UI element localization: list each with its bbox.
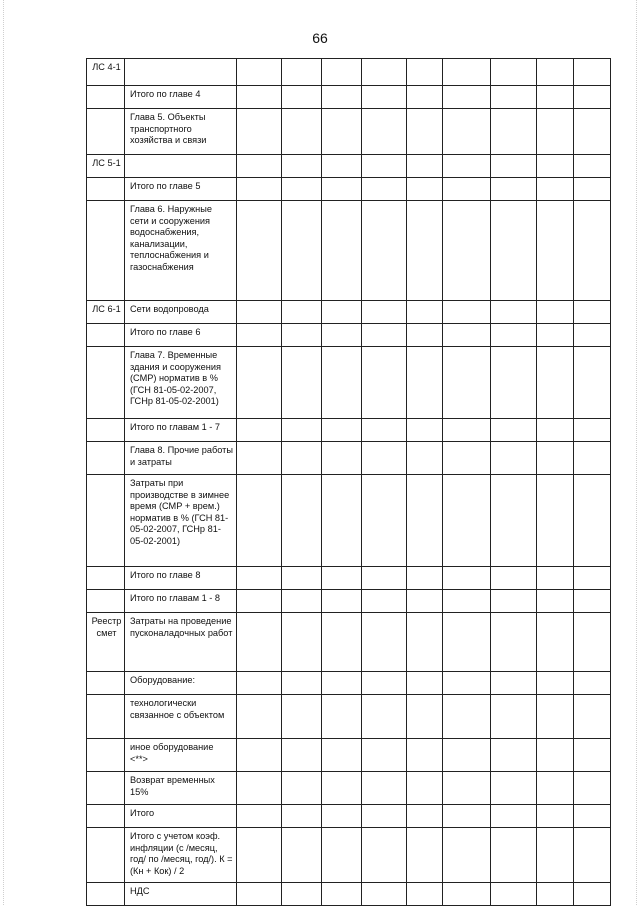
empty-value-cell — [407, 590, 443, 613]
row-code-cell — [87, 805, 125, 828]
page-number: 66 — [312, 30, 328, 46]
empty-value-cell — [237, 178, 282, 201]
empty-value-cell — [237, 59, 282, 86]
empty-value-cell — [362, 59, 407, 86]
empty-value-cell — [237, 883, 282, 906]
table-row — [87, 86, 611, 109]
empty-value-cell — [237, 590, 282, 613]
empty-value-cell — [537, 672, 574, 695]
empty-value-cell — [574, 739, 611, 772]
empty-value-cell — [491, 59, 537, 86]
table-row — [87, 567, 611, 590]
row-name-cell: Итого с учетом коэф. инфляции (с /месяц, год/ по /месяц, год/). К = (Кн + Кок) / 2 — [125, 828, 237, 883]
empty-value-cell — [574, 178, 611, 201]
table-row — [87, 805, 611, 828]
table-row — [87, 419, 611, 442]
empty-value-cell — [237, 301, 282, 324]
empty-value-cell — [362, 883, 407, 906]
empty-value-cell — [322, 672, 362, 695]
empty-value-cell — [491, 613, 537, 672]
empty-value-cell — [491, 201, 537, 301]
empty-value-cell — [491, 739, 537, 772]
empty-value-cell — [407, 672, 443, 695]
empty-value-cell — [574, 201, 611, 301]
empty-value-cell — [362, 828, 407, 883]
empty-value-cell — [491, 324, 537, 347]
empty-value-cell — [574, 567, 611, 590]
empty-value-cell — [282, 442, 322, 475]
estimate-table-body — [87, 59, 611, 906]
empty-value-cell — [322, 155, 362, 178]
empty-value-cell — [237, 828, 282, 883]
empty-value-cell — [282, 828, 322, 883]
empty-value-cell — [322, 109, 362, 155]
empty-value-cell — [537, 324, 574, 347]
table-row — [87, 828, 611, 883]
table-row — [87, 301, 611, 324]
empty-value-cell — [322, 347, 362, 419]
empty-value-cell — [407, 155, 443, 178]
empty-value-cell — [362, 567, 407, 590]
row-name-cell: Глава 7. Временные здания и сооружения (СМР) норматив в % (ГСН 81-05-02-2007, ГСНр 81-05-02-2001) — [125, 347, 237, 419]
empty-value-cell — [362, 590, 407, 613]
empty-value-cell — [282, 695, 322, 739]
empty-value-cell — [362, 419, 407, 442]
empty-value-cell — [322, 301, 362, 324]
empty-value-cell — [282, 883, 322, 906]
empty-value-cell — [282, 672, 322, 695]
empty-value-cell — [407, 805, 443, 828]
empty-value-cell — [362, 613, 407, 672]
empty-value-cell — [574, 324, 611, 347]
empty-value-cell — [443, 301, 491, 324]
row-name-cell: Глава 5. Объекты транспортного хозяйства и связи — [125, 109, 237, 155]
empty-value-cell — [443, 86, 491, 109]
row-code-cell — [87, 695, 125, 739]
row-code-cell — [87, 828, 125, 883]
empty-value-cell — [443, 442, 491, 475]
row-code-cell — [87, 442, 125, 475]
empty-value-cell — [443, 109, 491, 155]
empty-value-cell — [322, 590, 362, 613]
empty-value-cell — [237, 739, 282, 772]
empty-value-cell — [443, 590, 491, 613]
empty-value-cell — [322, 59, 362, 86]
left-margin-dots — [3, 0, 5, 905]
empty-value-cell — [537, 201, 574, 301]
row-name-cell: Итого по главам 1 - 7 — [125, 419, 237, 442]
empty-value-cell — [282, 301, 322, 324]
table-row — [87, 155, 611, 178]
row-name-cell: Итого по главе 4 — [125, 86, 237, 109]
empty-value-cell — [407, 178, 443, 201]
empty-value-cell — [282, 324, 322, 347]
empty-value-cell — [407, 772, 443, 805]
empty-value-cell — [537, 347, 574, 419]
empty-value-cell — [407, 419, 443, 442]
empty-value-cell — [491, 178, 537, 201]
empty-value-cell — [537, 86, 574, 109]
row-code-cell — [87, 201, 125, 301]
empty-value-cell — [282, 178, 322, 201]
empty-value-cell — [407, 301, 443, 324]
empty-value-cell — [491, 109, 537, 155]
table-row — [87, 772, 611, 805]
empty-value-cell — [322, 442, 362, 475]
empty-value-cell — [537, 883, 574, 906]
empty-value-cell — [237, 672, 282, 695]
empty-value-cell — [574, 419, 611, 442]
empty-value-cell — [237, 567, 282, 590]
empty-value-cell — [574, 155, 611, 178]
empty-value-cell — [282, 155, 322, 178]
empty-value-cell — [282, 59, 322, 86]
empty-value-cell — [362, 475, 407, 567]
empty-value-cell — [237, 109, 282, 155]
row-code-cell — [87, 419, 125, 442]
row-name-cell: Итого по главе 6 — [125, 324, 237, 347]
estimate-table-wrap — [86, 58, 610, 896]
empty-value-cell — [362, 739, 407, 772]
empty-value-cell — [322, 475, 362, 567]
empty-value-cell — [362, 672, 407, 695]
empty-value-cell — [407, 695, 443, 739]
empty-value-cell — [407, 59, 443, 86]
row-code-cell — [87, 109, 125, 155]
row-code-cell — [87, 567, 125, 590]
empty-value-cell — [407, 613, 443, 672]
empty-value-cell — [537, 301, 574, 324]
empty-value-cell — [237, 201, 282, 301]
empty-value-cell — [537, 567, 574, 590]
empty-value-cell — [491, 695, 537, 739]
empty-value-cell — [362, 772, 407, 805]
empty-value-cell — [443, 739, 491, 772]
empty-value-cell — [407, 347, 443, 419]
empty-value-cell — [322, 805, 362, 828]
empty-value-cell — [443, 419, 491, 442]
empty-value-cell — [407, 475, 443, 567]
empty-value-cell — [574, 86, 611, 109]
table-row — [87, 883, 611, 906]
row-code-cell — [87, 178, 125, 201]
row-name-cell: Затраты при производстве в зимнее время (СМР + врем.) норматив в % (ГСН 81-05-02-2007, ГСНр 81-05-02-2001) — [125, 475, 237, 567]
empty-value-cell — [407, 828, 443, 883]
table-row — [87, 695, 611, 739]
empty-value-cell — [443, 672, 491, 695]
empty-value-cell — [491, 86, 537, 109]
empty-value-cell — [407, 739, 443, 772]
empty-value-cell — [537, 739, 574, 772]
empty-value-cell — [237, 347, 282, 419]
empty-value-cell — [407, 324, 443, 347]
empty-value-cell — [322, 613, 362, 672]
table-row — [87, 178, 611, 201]
empty-value-cell — [282, 739, 322, 772]
empty-value-cell — [362, 109, 407, 155]
table-row — [87, 672, 611, 695]
row-name-cell — [125, 155, 237, 178]
row-name-cell: технологически связанное с объектом — [125, 695, 237, 739]
empty-value-cell — [237, 419, 282, 442]
row-name-cell: Сети водопровода — [125, 301, 237, 324]
empty-value-cell — [491, 301, 537, 324]
empty-value-cell — [407, 883, 443, 906]
row-code-cell — [87, 672, 125, 695]
empty-value-cell — [574, 442, 611, 475]
row-code-cell — [87, 883, 125, 906]
right-margin-dots — [636, 0, 638, 905]
row-code-cell — [87, 347, 125, 419]
table-row — [87, 475, 611, 567]
table-row — [87, 613, 611, 672]
empty-value-cell — [322, 86, 362, 109]
estimate-table — [86, 58, 611, 906]
empty-value-cell — [574, 347, 611, 419]
empty-value-cell — [443, 475, 491, 567]
row-code-cell: ЛС 5-1 — [87, 155, 125, 178]
empty-value-cell — [322, 324, 362, 347]
empty-value-cell — [574, 590, 611, 613]
empty-value-cell — [362, 347, 407, 419]
empty-value-cell — [491, 419, 537, 442]
empty-value-cell — [362, 201, 407, 301]
table-row — [87, 739, 611, 772]
empty-value-cell — [282, 347, 322, 419]
empty-value-cell — [322, 567, 362, 590]
empty-value-cell — [237, 475, 282, 567]
empty-value-cell — [574, 695, 611, 739]
empty-value-cell — [443, 883, 491, 906]
row-name-cell: Затраты на проведение пусконаладочных работ — [125, 613, 237, 672]
empty-value-cell — [362, 86, 407, 109]
empty-value-cell — [537, 442, 574, 475]
empty-value-cell — [537, 155, 574, 178]
empty-value-cell — [282, 419, 322, 442]
empty-value-cell — [322, 883, 362, 906]
empty-value-cell — [443, 347, 491, 419]
row-code-cell — [87, 739, 125, 772]
empty-value-cell — [443, 155, 491, 178]
empty-value-cell — [537, 59, 574, 86]
empty-value-cell — [443, 805, 491, 828]
table-row — [87, 590, 611, 613]
empty-value-cell — [574, 828, 611, 883]
empty-value-cell — [491, 590, 537, 613]
empty-value-cell — [537, 419, 574, 442]
empty-value-cell — [491, 567, 537, 590]
empty-value-cell — [362, 805, 407, 828]
empty-value-cell — [443, 695, 491, 739]
empty-value-cell — [237, 695, 282, 739]
empty-value-cell — [322, 178, 362, 201]
row-code-cell — [87, 86, 125, 109]
empty-value-cell — [282, 201, 322, 301]
empty-value-cell — [322, 772, 362, 805]
empty-value-cell — [574, 883, 611, 906]
empty-value-cell — [282, 109, 322, 155]
empty-value-cell — [491, 475, 537, 567]
empty-value-cell — [282, 475, 322, 567]
empty-value-cell — [322, 201, 362, 301]
table-row — [87, 442, 611, 475]
row-name-cell: Итого — [125, 805, 237, 828]
empty-value-cell — [362, 178, 407, 201]
empty-value-cell — [574, 59, 611, 86]
table-row — [87, 59, 611, 86]
row-name-cell: НДС — [125, 883, 237, 906]
empty-value-cell — [362, 695, 407, 739]
row-code-cell — [87, 475, 125, 567]
empty-value-cell — [537, 828, 574, 883]
row-name-cell: Глава 8. Прочие работы и затраты — [125, 442, 237, 475]
empty-value-cell — [443, 567, 491, 590]
empty-value-cell — [537, 590, 574, 613]
empty-value-cell — [237, 442, 282, 475]
row-code-cell — [87, 324, 125, 347]
empty-value-cell — [574, 109, 611, 155]
table-row — [87, 201, 611, 301]
empty-value-cell — [491, 883, 537, 906]
empty-value-cell — [322, 695, 362, 739]
empty-value-cell — [237, 86, 282, 109]
empty-value-cell — [491, 772, 537, 805]
empty-value-cell — [443, 772, 491, 805]
empty-value-cell — [362, 324, 407, 347]
empty-value-cell — [237, 613, 282, 672]
empty-value-cell — [443, 613, 491, 672]
empty-value-cell — [282, 86, 322, 109]
table-row — [87, 324, 611, 347]
empty-value-cell — [574, 672, 611, 695]
empty-value-cell — [322, 739, 362, 772]
empty-value-cell — [407, 86, 443, 109]
empty-value-cell — [574, 772, 611, 805]
empty-value-cell — [237, 155, 282, 178]
empty-value-cell — [537, 178, 574, 201]
empty-value-cell — [491, 347, 537, 419]
empty-value-cell — [491, 828, 537, 883]
empty-value-cell — [282, 613, 322, 672]
empty-value-cell — [237, 772, 282, 805]
row-name-cell: Итого по главам 1 - 8 — [125, 590, 237, 613]
row-name-cell: Глава 6. Наружные сети и сооружения водоснабжения, канализации, теплоснабжения и газоснабжения — [125, 201, 237, 301]
empty-value-cell — [362, 155, 407, 178]
empty-value-cell — [574, 613, 611, 672]
empty-value-cell — [237, 805, 282, 828]
empty-value-cell — [407, 567, 443, 590]
row-name-cell: Итого по главе 5 — [125, 178, 237, 201]
empty-value-cell — [443, 324, 491, 347]
empty-value-cell — [407, 109, 443, 155]
row-name-cell — [125, 59, 237, 86]
empty-value-cell — [322, 419, 362, 442]
empty-value-cell — [574, 475, 611, 567]
empty-value-cell — [237, 324, 282, 347]
empty-value-cell — [443, 201, 491, 301]
row-code-cell: ЛС 6-1 — [87, 301, 125, 324]
empty-value-cell — [443, 178, 491, 201]
empty-value-cell — [362, 301, 407, 324]
table-row — [87, 347, 611, 419]
row-code-cell — [87, 772, 125, 805]
empty-value-cell — [574, 805, 611, 828]
empty-value-cell — [443, 59, 491, 86]
empty-value-cell — [282, 772, 322, 805]
empty-value-cell — [443, 828, 491, 883]
row-name-cell: Итого по главе 8 — [125, 567, 237, 590]
empty-value-cell — [491, 805, 537, 828]
row-name-cell: Оборудование: — [125, 672, 237, 695]
row-code-cell: Реестр смет — [87, 613, 125, 672]
empty-value-cell — [491, 155, 537, 178]
empty-value-cell — [537, 805, 574, 828]
empty-value-cell — [282, 590, 322, 613]
empty-value-cell — [407, 201, 443, 301]
empty-value-cell — [362, 442, 407, 475]
empty-value-cell — [491, 442, 537, 475]
empty-value-cell — [537, 613, 574, 672]
empty-value-cell — [282, 805, 322, 828]
row-code-cell: ЛС 4-1 — [87, 59, 125, 86]
empty-value-cell — [407, 442, 443, 475]
empty-value-cell — [322, 828, 362, 883]
row-code-cell — [87, 590, 125, 613]
empty-value-cell — [537, 475, 574, 567]
row-name-cell: Возврат временных 15% — [125, 772, 237, 805]
empty-value-cell — [491, 672, 537, 695]
row-name-cell: иное оборудование <**> — [125, 739, 237, 772]
empty-value-cell — [537, 695, 574, 739]
empty-value-cell — [537, 772, 574, 805]
empty-value-cell — [282, 567, 322, 590]
table-row — [87, 109, 611, 155]
empty-value-cell — [574, 301, 611, 324]
empty-value-cell — [537, 109, 574, 155]
